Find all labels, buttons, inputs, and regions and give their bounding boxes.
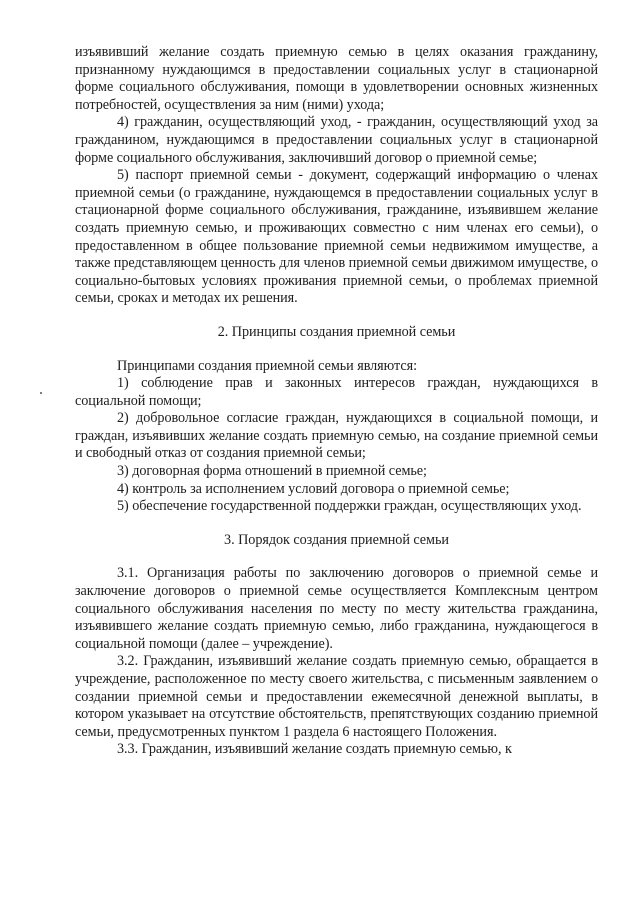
section-2-body [75, 358, 598, 516]
document-page [75, 44, 598, 759]
principle-item: 3) договорная форма отношений в приемной семье; [117, 463, 427, 480]
clause-3-3: 3.3. Гражданин, изъявивший желание создать приемную семью, к [117, 741, 512, 758]
spacer [75, 516, 598, 532]
scan-speck [40, 392, 42, 394]
section-2-lead: Принципами создания приемной семьи являются: [117, 357, 417, 374]
clause-3-2: 3.2. Гражданин, изъявивший желание создать приемную семью, обращается в учреждение, расположенное по месту своего жительства, с письменным заявлением о создании приемной семьи и предоставлении ежемесячной денежной выплаты, в котором указывает на отсутствие обстоятельств, препятствующих созданию приемной семьи, предусмотренных пунктом 1 раздела 6 настоящего Положения. [75, 653, 598, 740]
definition-4-paragraph: 4) гражданин, осуществляющий уход, - гражданин, осуществляющий уход за гражданином, нуждающимся в предоставлении социальных услуг в стационарной форме социального обслуживания, заключивший договор о приемной семье; [75, 114, 598, 166]
spacer [75, 549, 598, 565]
principle-item: 4) контроль за исполнением условий договора о приемной семье; [117, 480, 510, 497]
clause-3-1: 3.1. Организация работы по заключению договоров о приемной семье и заключение договоров о приемной семье осуществляется Комплексным центром социального обслуживания населения по месту по месту жительства гражданина, изъявившего желание создать приемную семью, либо гражданина, нуждающегося в социальной помощи (далее – учреждение). [75, 565, 598, 652]
section-3-heading: 3. Порядок создания приемной семьи [224, 531, 449, 548]
principle-item: 5) обеспечение государственной поддержки граждан, осуществляющих уход. [117, 498, 582, 515]
principle-item: 2) добровольное согласие граждан, нуждающихся в социальной помощи, и граждан, изъявивших желание создать приемную семью, на создание приемной семьи и свободный отказ от создания приемной семьи; [75, 410, 598, 462]
definition-5-paragraph: 5) паспорт приемной семьи - документ, содержащий информацию о членах приемной семьи (о гражданине, нуждающемся в предоставлении социальных услуг в стационарной форме социального обслуживания, гражданине, изъявившем желание создать приемную семью, и проживающих совместно с ним членах его семьи), о предоставленном в общее пользование приемной семьи недвижимом имуществе, а также представляющем ценность для членов приемной семьи движимом имуществе, о социально-бытовых условиях проживания приемной семьи, о проблемах приемной семьи, сроках и методах их решения. [75, 167, 598, 307]
principle-item: 1) соблюдение прав и законных интересов граждан, нуждающихся в социальной помощи; [75, 375, 598, 409]
spacer [75, 342, 598, 358]
section-2-heading: 2. Принципы создания приемной семьи [217, 323, 456, 340]
spacer [75, 308, 598, 324]
section-3-body [75, 565, 598, 759]
intro-continuation-paragraph: изъявивший желание создать приемную семью в целях оказания гражданину, признанному нуждающимся в предоставлении социальных услуг в стационарной форме социального обслуживания, помощи в удовлетворении основных жизненных потребностей, осуществления за ним (ними) ухода; [75, 44, 598, 113]
